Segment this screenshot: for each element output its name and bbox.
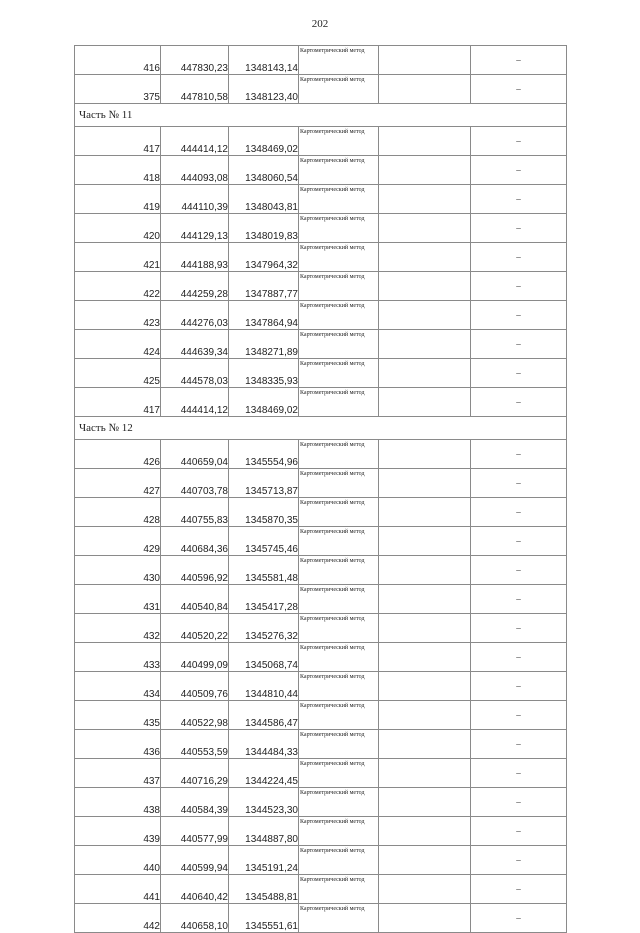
table-row — [75, 127, 567, 156]
y-coordinate-cell: 1348469,02 — [229, 127, 299, 156]
x-coordinate-cell: 440577,99 — [161, 817, 229, 846]
section-title: Часть № 11 — [75, 104, 567, 127]
y-coordinate-cell: 1348060,54 — [229, 156, 299, 185]
point-number-cell: 418 — [75, 156, 161, 185]
method-cell: Картометрический метод — [299, 214, 379, 243]
x-coordinate-cell: 440509,76 — [161, 672, 229, 701]
x-coordinate-cell: 444188,93 — [161, 243, 229, 272]
y-coordinate-cell: 1348335,93 — [229, 359, 299, 388]
y-coordinate-cell: 1345068,74 — [229, 643, 299, 672]
x-coordinate-cell: 447810,58 — [161, 75, 229, 104]
method-cell: Картометрический метод — [299, 672, 379, 701]
formula-cell — [379, 759, 471, 788]
method-cell: Картометрический метод — [299, 730, 379, 759]
error-cell: – — [471, 614, 567, 643]
formula-cell — [379, 556, 471, 585]
x-coordinate-cell: 444129,13 — [161, 214, 229, 243]
method-cell: Картометрический метод — [299, 759, 379, 788]
x-coordinate-cell: 444259,28 — [161, 272, 229, 301]
y-coordinate-cell: 1345554,96 — [229, 440, 299, 469]
point-number-cell: 425 — [75, 359, 161, 388]
formula-cell — [379, 527, 471, 556]
y-coordinate-cell: 1345551,61 — [229, 904, 299, 933]
x-coordinate-cell: 444276,03 — [161, 301, 229, 330]
formula-cell — [379, 156, 471, 185]
error-cell: – — [471, 214, 567, 243]
x-coordinate-cell: 444414,12 — [161, 127, 229, 156]
table-row — [75, 359, 567, 388]
y-coordinate-cell: 1344484,33 — [229, 730, 299, 759]
formula-cell — [379, 730, 471, 759]
point-number-cell: 419 — [75, 185, 161, 214]
method-cell: Картометрический метод — [299, 359, 379, 388]
x-coordinate-cell: 444639,34 — [161, 330, 229, 359]
error-cell: – — [471, 440, 567, 469]
method-cell: Картометрический метод — [299, 156, 379, 185]
formula-cell — [379, 817, 471, 846]
method-cell: Картометрический метод — [299, 272, 379, 301]
y-coordinate-cell: 1348469,02 — [229, 388, 299, 417]
method-cell: Картометрический метод — [299, 846, 379, 875]
table-row — [75, 75, 567, 104]
page-number: 202 — [311, 18, 329, 30]
y-coordinate-cell: 1348143,14 — [229, 46, 299, 75]
coordinates-table — [74, 45, 567, 933]
y-coordinate-cell: 1345191,24 — [229, 846, 299, 875]
y-coordinate-cell: 1345417,28 — [229, 585, 299, 614]
method-cell: Картометрический метод — [299, 46, 379, 75]
x-coordinate-cell: 440755,83 — [161, 498, 229, 527]
error-cell: – — [471, 272, 567, 301]
point-number-cell: 442 — [75, 904, 161, 933]
formula-cell — [379, 469, 471, 498]
table-row — [75, 272, 567, 301]
y-coordinate-cell: 1345713,87 — [229, 469, 299, 498]
formula-cell — [379, 614, 471, 643]
error-cell: – — [471, 156, 567, 185]
table-row — [75, 243, 567, 272]
error-cell: – — [471, 185, 567, 214]
x-coordinate-cell: 440522,98 — [161, 701, 229, 730]
formula-cell — [379, 585, 471, 614]
y-coordinate-cell: 1344523,30 — [229, 788, 299, 817]
formula-cell — [379, 388, 471, 417]
method-cell: Картометрический метод — [299, 643, 379, 672]
method-cell: Картометрический метод — [299, 817, 379, 846]
table-row — [75, 585, 567, 614]
y-coordinate-cell: 1344810,44 — [229, 672, 299, 701]
point-number-cell: 416 — [75, 46, 161, 75]
error-cell: – — [471, 672, 567, 701]
formula-cell — [379, 904, 471, 933]
x-coordinate-cell: 440684,36 — [161, 527, 229, 556]
error-cell: – — [471, 730, 567, 759]
error-cell: – — [471, 359, 567, 388]
method-cell: Картометрический метод — [299, 469, 379, 498]
section-header-row — [75, 104, 567, 127]
y-coordinate-cell: 1345870,35 — [229, 498, 299, 527]
x-coordinate-cell: 440520,22 — [161, 614, 229, 643]
section-title: Часть № 12 — [75, 417, 567, 440]
point-number-cell: 424 — [75, 330, 161, 359]
x-coordinate-cell: 440703,78 — [161, 469, 229, 498]
error-cell: – — [471, 127, 567, 156]
point-number-cell: 417 — [75, 127, 161, 156]
table-row — [75, 788, 567, 817]
y-coordinate-cell: 1344224,45 — [229, 759, 299, 788]
method-cell: Картометрический метод — [299, 330, 379, 359]
point-number-cell: 420 — [75, 214, 161, 243]
point-number-cell: 429 — [75, 527, 161, 556]
y-coordinate-cell: 1345488,81 — [229, 875, 299, 904]
formula-cell — [379, 46, 471, 75]
y-coordinate-cell: 1345745,46 — [229, 527, 299, 556]
method-cell: Картометрический метод — [299, 527, 379, 556]
error-cell: – — [471, 643, 567, 672]
table-row — [75, 46, 567, 75]
table-row — [75, 759, 567, 788]
table-row — [75, 527, 567, 556]
point-number-cell: 437 — [75, 759, 161, 788]
point-number-cell: 432 — [75, 614, 161, 643]
x-coordinate-cell: 440499,09 — [161, 643, 229, 672]
formula-cell — [379, 788, 471, 817]
table-row — [75, 846, 567, 875]
point-number-cell: 440 — [75, 846, 161, 875]
table-row — [75, 701, 567, 730]
method-cell: Картометрический метод — [299, 875, 379, 904]
point-number-cell: 439 — [75, 817, 161, 846]
error-cell: – — [471, 788, 567, 817]
x-coordinate-cell: 440553,59 — [161, 730, 229, 759]
y-coordinate-cell: 1348123,40 — [229, 75, 299, 104]
formula-cell — [379, 440, 471, 469]
table-row — [75, 330, 567, 359]
method-cell: Картометрический метод — [299, 388, 379, 417]
formula-cell — [379, 846, 471, 875]
table-row — [75, 301, 567, 330]
error-cell: – — [471, 498, 567, 527]
y-coordinate-cell: 1347964,32 — [229, 243, 299, 272]
error-cell: – — [471, 469, 567, 498]
table-row — [75, 556, 567, 585]
table-row — [75, 440, 567, 469]
formula-cell — [379, 672, 471, 701]
error-cell: – — [471, 75, 567, 104]
point-number-cell: 428 — [75, 498, 161, 527]
formula-cell — [379, 214, 471, 243]
method-cell: Картометрический метод — [299, 701, 379, 730]
y-coordinate-cell: 1344887,80 — [229, 817, 299, 846]
x-coordinate-cell: 440640,42 — [161, 875, 229, 904]
table-row — [75, 614, 567, 643]
coordinates-table-body — [75, 46, 567, 933]
method-cell: Картометрический метод — [299, 75, 379, 104]
point-number-cell: 375 — [75, 75, 161, 104]
formula-cell — [379, 243, 471, 272]
x-coordinate-cell: 440659,04 — [161, 440, 229, 469]
point-number-cell: 441 — [75, 875, 161, 904]
x-coordinate-cell: 440599,94 — [161, 846, 229, 875]
error-cell: – — [471, 243, 567, 272]
formula-cell — [379, 359, 471, 388]
error-cell: – — [471, 46, 567, 75]
formula-cell — [379, 127, 471, 156]
table-row — [75, 388, 567, 417]
point-number-cell: 435 — [75, 701, 161, 730]
formula-cell — [379, 301, 471, 330]
point-number-cell: 430 — [75, 556, 161, 585]
method-cell: Картометрический метод — [299, 498, 379, 527]
point-number-cell: 421 — [75, 243, 161, 272]
table-row — [75, 817, 567, 846]
error-cell: – — [471, 556, 567, 585]
y-coordinate-cell: 1347887,77 — [229, 272, 299, 301]
method-cell: Картометрический метод — [299, 185, 379, 214]
x-coordinate-cell: 447830,23 — [161, 46, 229, 75]
x-coordinate-cell: 444578,03 — [161, 359, 229, 388]
error-cell: – — [471, 527, 567, 556]
method-cell: Картометрический метод — [299, 301, 379, 330]
method-cell: Картометрический метод — [299, 585, 379, 614]
formula-cell — [379, 185, 471, 214]
y-coordinate-cell: 1348019,83 — [229, 214, 299, 243]
error-cell: – — [471, 759, 567, 788]
error-cell: – — [471, 330, 567, 359]
point-number-cell: 423 — [75, 301, 161, 330]
error-cell: – — [471, 875, 567, 904]
point-number-cell: 438 — [75, 788, 161, 817]
method-cell: Картометрический метод — [299, 904, 379, 933]
error-cell: – — [471, 817, 567, 846]
x-coordinate-cell: 440596,92 — [161, 556, 229, 585]
y-coordinate-cell: 1345276,32 — [229, 614, 299, 643]
x-coordinate-cell: 444093,08 — [161, 156, 229, 185]
y-coordinate-cell: 1344586,47 — [229, 701, 299, 730]
method-cell: Картометрический метод — [299, 788, 379, 817]
y-coordinate-cell: 1345581,48 — [229, 556, 299, 585]
point-number-cell: 417 — [75, 388, 161, 417]
y-coordinate-cell: 1347864,94 — [229, 301, 299, 330]
table-row — [75, 156, 567, 185]
table-row — [75, 214, 567, 243]
error-cell: – — [471, 388, 567, 417]
x-coordinate-cell: 444110,39 — [161, 185, 229, 214]
table-row — [75, 185, 567, 214]
point-number-cell: 427 — [75, 469, 161, 498]
point-number-cell: 433 — [75, 643, 161, 672]
x-coordinate-cell: 440584,39 — [161, 788, 229, 817]
error-cell: – — [471, 585, 567, 614]
formula-cell — [379, 875, 471, 904]
point-number-cell: 434 — [75, 672, 161, 701]
y-coordinate-cell: 1348043,81 — [229, 185, 299, 214]
table-row — [75, 469, 567, 498]
point-number-cell: 431 — [75, 585, 161, 614]
x-coordinate-cell: 440540,84 — [161, 585, 229, 614]
table-row — [75, 730, 567, 759]
table-row — [75, 672, 567, 701]
method-cell: Картометрический метод — [299, 243, 379, 272]
point-number-cell: 426 — [75, 440, 161, 469]
error-cell: – — [471, 904, 567, 933]
formula-cell — [379, 701, 471, 730]
x-coordinate-cell: 440716,29 — [161, 759, 229, 788]
table-row — [75, 875, 567, 904]
formula-cell — [379, 330, 471, 359]
point-number-cell: 422 — [75, 272, 161, 301]
table-row — [75, 498, 567, 527]
formula-cell — [379, 75, 471, 104]
error-cell: – — [471, 301, 567, 330]
formula-cell — [379, 498, 471, 527]
error-cell: – — [471, 846, 567, 875]
point-number-cell: 436 — [75, 730, 161, 759]
formula-cell — [379, 643, 471, 672]
table-row — [75, 904, 567, 933]
x-coordinate-cell: 440658,10 — [161, 904, 229, 933]
method-cell: Картометрический метод — [299, 614, 379, 643]
formula-cell — [379, 272, 471, 301]
method-cell: Картометрический метод — [299, 556, 379, 585]
error-cell: – — [471, 701, 567, 730]
method-cell: Картометрический метод — [299, 440, 379, 469]
section-header-row — [75, 417, 567, 440]
x-coordinate-cell: 444414,12 — [161, 388, 229, 417]
table-row — [75, 643, 567, 672]
method-cell: Картометрический метод — [299, 127, 379, 156]
y-coordinate-cell: 1348271,89 — [229, 330, 299, 359]
